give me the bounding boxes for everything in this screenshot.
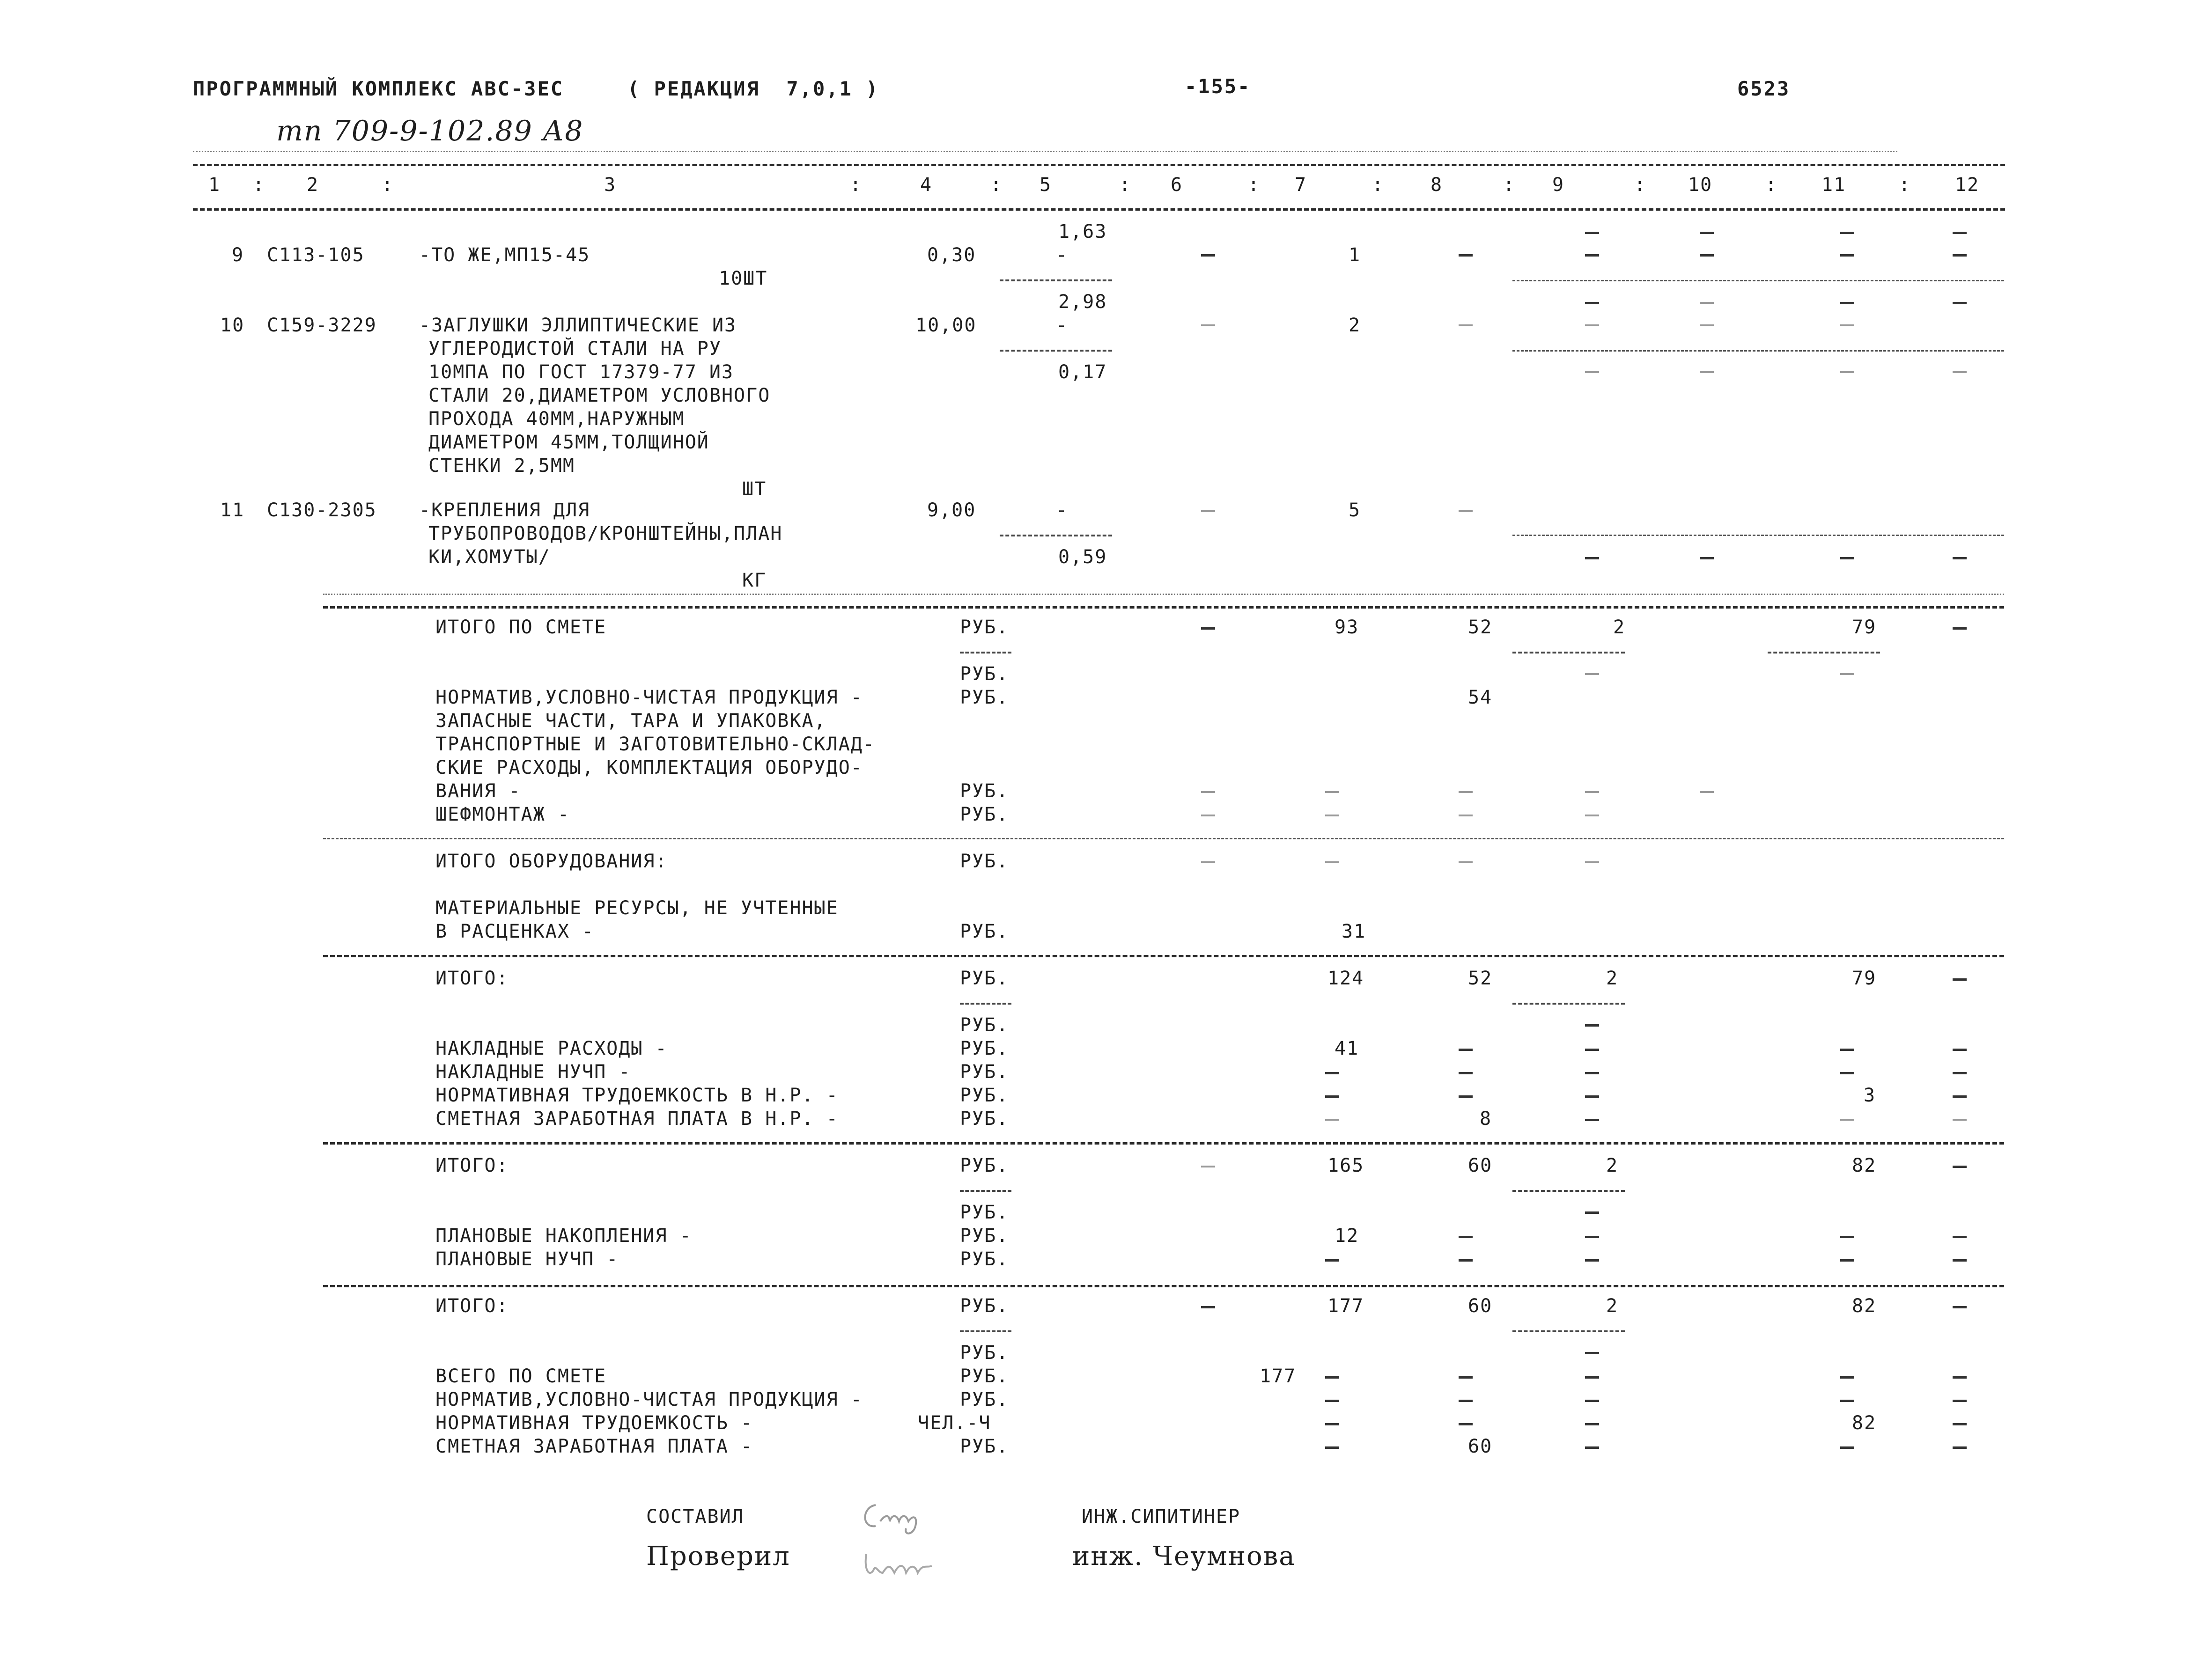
value-col7: 93	[1335, 617, 1359, 638]
unit: РУБ.	[960, 921, 1009, 942]
value-col9: 2	[1613, 617, 1626, 638]
wage-np-value: 8	[1480, 1108, 1492, 1130]
project-number: тп 709-9-102.89 А8	[276, 115, 584, 147]
grand-total-label: ВСЕГО ПО СМЕТЕ	[435, 1365, 607, 1387]
col-header: 7	[1295, 174, 1307, 196]
planned-nuchp-label: ПЛАНОВЫЕ НУЧП -	[435, 1248, 619, 1270]
unit: РУБ.	[960, 780, 1009, 802]
item-name-line: ТРУБОПРОВОДОВ/КРОНШТЕЙНЫ,ПЛАН	[428, 523, 783, 544]
item-code: С159-3229	[267, 315, 377, 336]
unit: РУБ.	[960, 1038, 1009, 1059]
value-col11: 79	[1852, 968, 1877, 989]
item-name-line: -ЗАГЛУШКИ ЭЛЛИПТИЧЕСКИЕ ИЗ	[419, 315, 737, 336]
value-col9: 2	[1606, 1155, 1619, 1176]
value-col7: 165	[1327, 1155, 1364, 1176]
labor-np-label: НОРМАТИВНАЯ ТРУДОЕМКОСТЬ В Н.Р. -	[435, 1085, 839, 1106]
item-quantity: 9,00	[927, 499, 976, 521]
item-price: 2,98	[1058, 291, 1107, 313]
unit: РУБ.	[960, 1085, 1009, 1106]
summary-label: ИТОГО ПО СМЕТЕ	[435, 617, 607, 638]
item-name-line: СТЕНКИ 2,5ММ	[428, 455, 575, 477]
item-name-line: КИ,ХОМУТЫ/	[428, 546, 551, 568]
unit: РУБ.	[960, 687, 1009, 708]
normative-value: 54	[1468, 687, 1493, 708]
item-price-secondary: 0,17	[1058, 361, 1107, 383]
col-header: 8	[1430, 174, 1443, 196]
page-number: -155-	[1185, 75, 1251, 98]
program-name: ПРОГРАММНЫЙ КОМПЛЕКС АВС-3ЕС	[193, 77, 564, 100]
value-col8: 60	[1468, 1295, 1493, 1317]
unit: РУБ.	[960, 1389, 1009, 1410]
column-header-bottom-rule	[193, 208, 2005, 211]
item-name-line: УГЛЕРОДИСТОЙ СТАЛИ НА РУ	[428, 338, 722, 360]
normative-line: НОРМАТИВ,УСЛОВНО-ЧИСТАЯ ПРОДУКЦИЯ -	[435, 687, 863, 708]
compiled-by-name: ИНЖ.СИПИТИНЕР	[1082, 1506, 1241, 1527]
item-name-line: СТАЛИ 20,ДИАМЕТРОМ УСЛОВНОГО	[428, 385, 771, 406]
overhead-nuchp-label: НАКЛАДНЫЕ НУЧП -	[435, 1061, 631, 1083]
summary-label: ИТОГО:	[435, 1155, 509, 1176]
item-quantity: 0,30	[927, 244, 976, 266]
planned-label: ПЛАНОВЫЕ НАКОПЛЕНИЯ -	[435, 1225, 692, 1247]
unit: РУБ.	[960, 1108, 1009, 1130]
normative-line: ЗАПАСНЫЕ ЧАСТИ, ТАРА И УПАКОВКА,	[435, 710, 826, 732]
labor-value: 82	[1852, 1412, 1877, 1434]
value-col9: 2	[1606, 1295, 1619, 1317]
item-col7: 2	[1349, 315, 1361, 336]
value-col8: 60	[1468, 1155, 1493, 1176]
item-unit: ШТ	[742, 478, 767, 500]
col-header: 10	[1688, 174, 1713, 196]
item-name-line: ДИАМЕТРОМ 45ММ,ТОЛЩИНОЙ	[428, 432, 709, 453]
unit: РУБ.	[960, 804, 1009, 825]
compiled-by-label: СОСТАВИЛ	[646, 1506, 744, 1527]
item-col7: 5	[1349, 499, 1361, 521]
wage-label: СМЕТНАЯ ЗАРАБОТНАЯ ПЛАТА -	[435, 1436, 753, 1457]
labor-np-value: 3	[1864, 1085, 1876, 1106]
unit: РУБ.	[960, 1225, 1009, 1247]
value-col11: 79	[1852, 617, 1877, 638]
col-header: 9	[1552, 174, 1565, 196]
document-code: 6523	[1737, 77, 1791, 100]
value-col8: 52	[1468, 617, 1493, 638]
normative-line: ВАНИЯ -	[435, 780, 521, 802]
edition: ( РЕДАКЦИЯ 7,0,1 )	[627, 77, 879, 100]
unit: РУБ.	[960, 663, 1009, 685]
col-header: 11	[1821, 174, 1846, 196]
item-name-line: ПРОХОДА 40ММ,НАРУЖНЫМ	[428, 408, 685, 430]
overhead-label: НАКЛАДНЫЕ РАСХОДЫ -	[435, 1038, 668, 1059]
overhead-value: 41	[1335, 1038, 1359, 1059]
item-code: С113-105	[267, 244, 365, 266]
grand-total-value: 177	[1260, 1365, 1297, 1387]
col-header: 2	[307, 174, 319, 196]
item-name: -ТО ЖЕ,МП15-45	[419, 244, 590, 266]
item-code: С130-2305	[267, 499, 377, 521]
dash: -	[1056, 499, 1069, 521]
value-col11: 82	[1852, 1295, 1877, 1317]
value-col11: 82	[1852, 1155, 1877, 1176]
item-number: 11	[220, 499, 245, 521]
value-col9: 2	[1606, 968, 1619, 989]
labor-label: НОРМАТИВНАЯ ТРУДОЕМКОСТЬ -	[435, 1412, 753, 1434]
col-header: 1	[208, 174, 221, 196]
item-price-secondary: 0,59	[1058, 546, 1107, 568]
wage-value: 60	[1468, 1436, 1493, 1457]
col-header: 4	[920, 174, 933, 196]
unit: РУБ.	[960, 968, 1009, 989]
item-col7: 1	[1349, 244, 1361, 266]
materials-line: В РАСЦЕНКАХ -	[435, 921, 595, 942]
signature-compiled	[857, 1496, 951, 1538]
col-header: 6	[1171, 174, 1183, 196]
summary-label: ИТОГО:	[435, 1295, 509, 1317]
equipment-total-label: ИТОГО ОБОРУДОВАНИЯ:	[435, 851, 668, 872]
labor-unit: ЧЕЛ.-Ч	[918, 1412, 991, 1434]
unit: РУБ.	[960, 1202, 1009, 1223]
unit: РУБ.	[960, 1155, 1009, 1176]
norm-product-label: НОРМАТИВ,УСЛОВНО-ЧИСТАЯ ПРОДУКЦИЯ -	[435, 1389, 863, 1410]
materials-line: МАТЕРИАЛЬНЫЕ РЕСУРСЫ, НЕ УЧТЕННЫЕ	[435, 897, 839, 919]
unit: РУБ.	[960, 1061, 1009, 1083]
summary-label: ИТОГО:	[435, 968, 509, 989]
unit: РУБ.	[960, 617, 1009, 638]
unit: РУБ.	[960, 1365, 1009, 1387]
col-header: 3	[604, 174, 617, 196]
normative-line: ТРАНСПОРТНЫЕ И ЗАГОТОВИТЕЛЬНО-СКЛАД-	[435, 734, 875, 755]
item-number: 9	[232, 244, 244, 266]
signature-checked	[857, 1545, 960, 1587]
checked-by-label: Проверил	[646, 1541, 790, 1571]
col-header: 12	[1955, 174, 1980, 196]
item-name-line: -КРЕПЛЕНИЯ ДЛЯ	[419, 499, 590, 521]
dash: -	[1056, 244, 1069, 266]
col-header: 5	[1040, 174, 1052, 196]
materials-value: 31	[1342, 921, 1366, 942]
item-unit: 10ШТ	[719, 268, 768, 289]
unit: РУБ.	[960, 1248, 1009, 1270]
checked-by-name: инж. Чеумнова	[1072, 1541, 1296, 1571]
item-quantity: 10,00	[915, 315, 977, 336]
item-unit: КГ	[742, 570, 767, 591]
unit: РУБ.	[960, 1436, 1009, 1457]
dash: -	[1056, 315, 1069, 336]
normative-line: ШЕФМОНТАЖ -	[435, 804, 570, 825]
unit: РУБ.	[960, 851, 1009, 872]
unit: РУБ.	[960, 1295, 1009, 1317]
header-dotted-line	[193, 151, 1897, 152]
unit: РУБ.	[960, 1014, 1009, 1036]
value-col7: 177	[1327, 1295, 1364, 1317]
unit: РУБ.	[960, 1342, 1009, 1364]
normative-line: СКИЕ РАСХОДЫ, КОМПЛЕКТАЦИЯ ОБОРУДО-	[435, 757, 863, 778]
wage-np-label: СМЕТНАЯ ЗАРАБОТНАЯ ПЛАТА В Н.Р. -	[435, 1108, 839, 1130]
value-col7: 124	[1327, 968, 1364, 989]
item-price: 1,63	[1058, 221, 1107, 242]
item-name-line: 10МПА ПО ГОСТ 17379-77 ИЗ	[428, 361, 734, 383]
planned-value: 12	[1335, 1225, 1359, 1247]
value-col8: 52	[1468, 968, 1493, 989]
item-number: 10	[220, 315, 245, 336]
table-top-rule	[193, 164, 2005, 166]
